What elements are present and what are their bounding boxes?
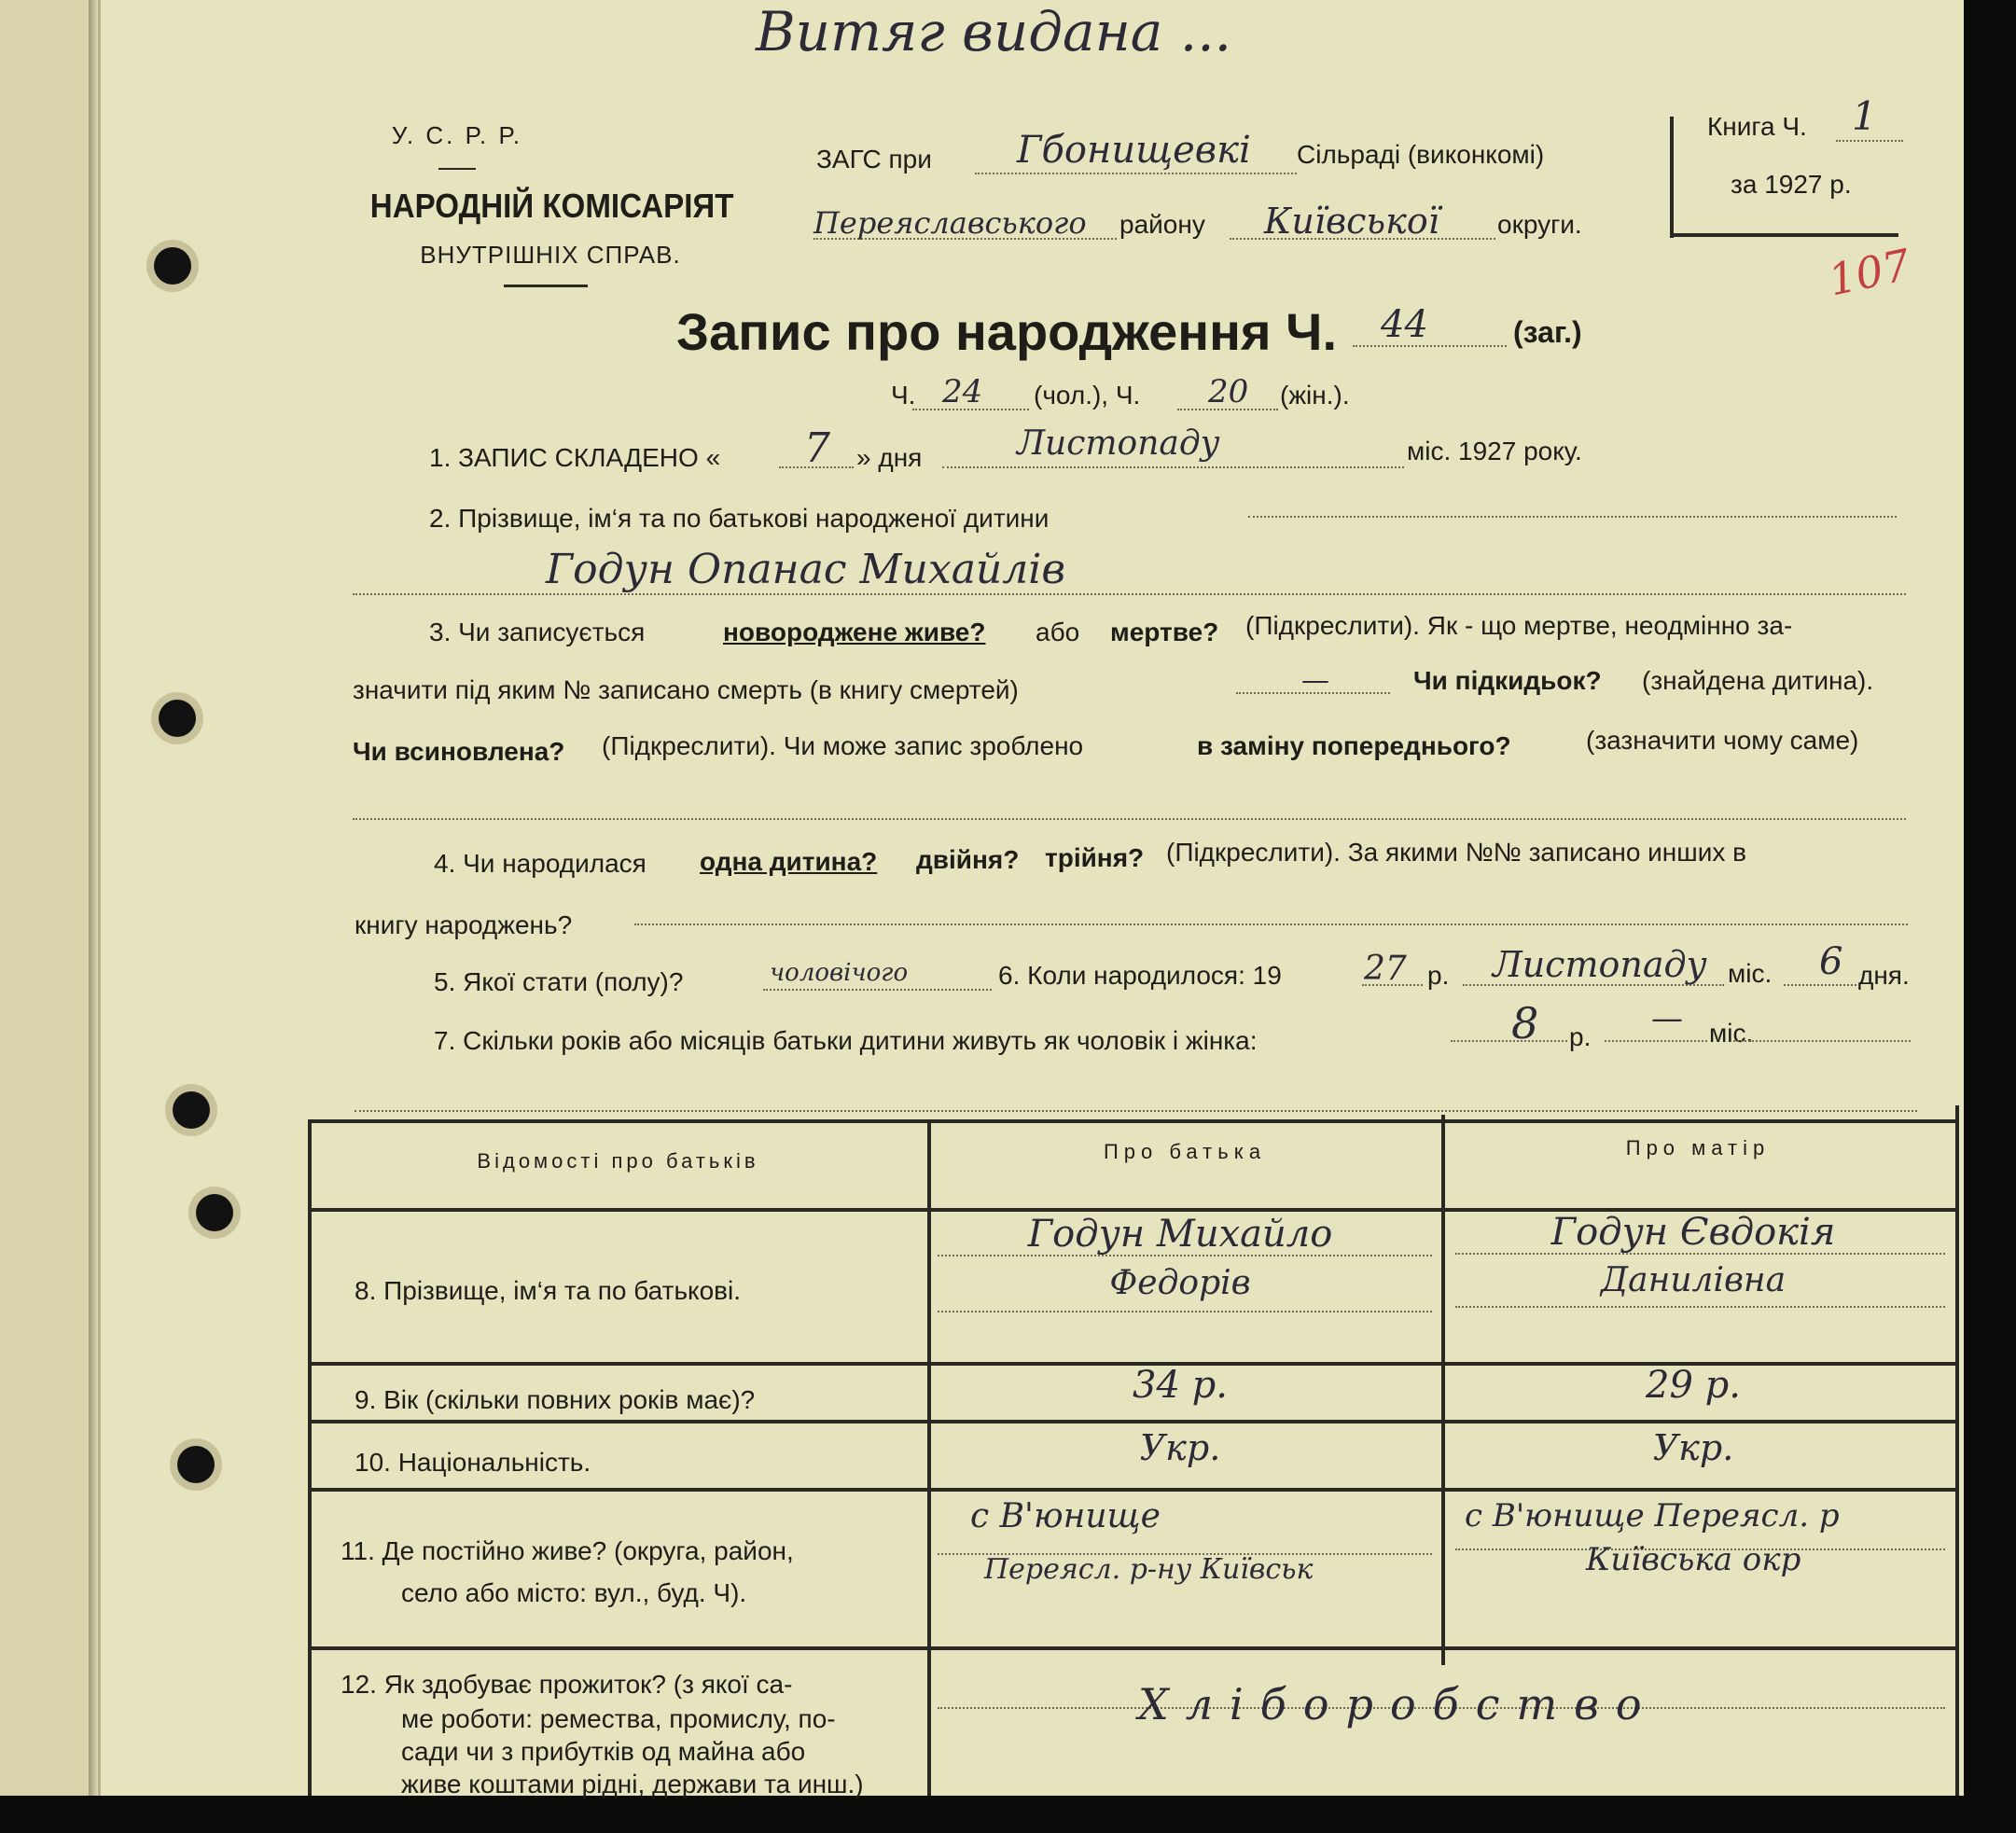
item3-text: (зазначити чому саме) <box>1586 726 1859 755</box>
table-header-mother: Про матір <box>1625 1136 1771 1160</box>
village-field-line <box>975 173 1297 174</box>
row11-mother-line1: с В'юнище Переясл. р <box>1465 1497 1840 1534</box>
item4-line <box>634 923 1908 925</box>
item2-name-line <box>353 593 1906 595</box>
item3-text: (знайдена дитина). <box>1642 666 1874 695</box>
item3-death-number: — <box>1301 664 1329 697</box>
cell-line <box>938 1311 1432 1312</box>
row12-label-line4: живе коштами рідні, держави та инш.) <box>401 1770 864 1798</box>
okrug-label: округи. <box>1497 210 1582 239</box>
record-title: Запис про народження Ч. <box>676 302 1338 361</box>
male-number: 24 <box>942 373 983 410</box>
item1-day: 7 <box>804 424 830 472</box>
record-number-line <box>1353 345 1507 347</box>
background-shadow <box>0 1796 2016 1833</box>
female-label: (жін.). <box>1280 381 1350 410</box>
item4-text: (Підкреслити). За якими №№ записано инших в <box>1166 838 1747 867</box>
item2-line <box>1248 516 1897 518</box>
item3-replace: в заміну попереднього? <box>1197 731 1511 760</box>
row8-mother-line1: Годун Євдокія <box>1550 1211 1836 1254</box>
row10-mother-nationality: Укр. <box>1652 1427 1734 1468</box>
okrug-name: Київської <box>1264 201 1439 242</box>
table-border-top <box>308 1119 1959 1123</box>
item2-label: 2. Прізвище, ім‘я та по батькові народженої дитини <box>429 504 1050 533</box>
item7-mis: міс. <box>1709 1019 1754 1048</box>
table-header-info: Відомості про батьків <box>477 1149 759 1173</box>
item7-label: 7. Скільки років або місяців батьки дитини живуть як чоловік і жінка: <box>434 1026 1258 1055</box>
item7-years: 8 <box>1511 998 1539 1048</box>
row9-mother-age: 29 р. <box>1646 1364 1741 1407</box>
item3-dead-option: мертве? <box>1110 618 1219 646</box>
table-row-divider <box>308 1646 1959 1650</box>
item6-year: 27 <box>1364 950 1407 988</box>
item5-sex: чоловічого <box>770 959 909 987</box>
item3-or: або <box>1036 618 1080 646</box>
row11-father-line1: с В'юнище <box>970 1497 1161 1535</box>
item3-reason-line <box>353 818 1906 820</box>
village-name: Гбонищевкі <box>1017 129 1251 172</box>
row11-father-line2: Переясл. р-ну Київськ <box>984 1553 1314 1586</box>
male-prefix: Ч. <box>891 381 916 410</box>
item4-twins: двійня? <box>916 845 1020 874</box>
male-label: (чол.), Ч. <box>1034 381 1141 410</box>
row8-mother-line2: Данилівна <box>1600 1261 1787 1299</box>
item3-adopted: Чи всиновлена? <box>353 737 565 766</box>
item3-foundling: Чи підкидьок? <box>1413 666 1602 695</box>
item7-extra-line <box>355 1110 1917 1112</box>
background-shadow <box>1964 0 2016 1833</box>
row9-label: 9. Вік (скільки повних років має)? <box>355 1385 756 1414</box>
divider <box>438 168 476 170</box>
row10-label: 10. Національність. <box>355 1448 591 1477</box>
item6-r: р. <box>1427 961 1450 990</box>
book-number-line <box>1836 140 1903 142</box>
row8-father-line2: Федорів <box>1109 1264 1251 1302</box>
record-total-label: (заг.) <box>1513 315 1582 349</box>
item6-label: 6. Коли народилося: 19 <box>998 961 1282 990</box>
item6-month: Листопаду <box>1493 944 1707 985</box>
item1-day-suffix: » дня <box>856 443 923 472</box>
row12-occupation: Хліборобство <box>1138 1679 1659 1729</box>
item1-label: 1. ЗАПИС СКЛАДЕНО « <box>429 443 721 472</box>
item3-text: 3. Чи записується <box>429 618 646 646</box>
item3-text: (Підкреслити). Чи може запис зроблено <box>602 731 1084 760</box>
table-row-divider <box>308 1488 1959 1492</box>
row8-father-line1: Годун Михайло <box>1027 1213 1333 1256</box>
table-border-left <box>308 1119 312 1796</box>
divider <box>504 285 588 287</box>
binding-hole <box>159 700 196 737</box>
item1-month-line <box>942 466 1404 468</box>
item5-line <box>763 989 992 991</box>
item7-r: р. <box>1569 1022 1592 1051</box>
commissariat-title: НАРОДНІЙ КОМІСАРІЯТ <box>369 187 734 225</box>
row9-father-age: 34 р. <box>1133 1364 1228 1407</box>
district-name: Переяславського <box>813 205 1087 241</box>
book-number: 1 <box>1852 93 1877 139</box>
top-handwritten-note: Витяг видана ... <box>756 0 1232 63</box>
item6-day: 6 <box>1819 940 1843 983</box>
table-column-divider <box>927 1119 931 1796</box>
binding-hole <box>173 1091 210 1129</box>
cell-line <box>1455 1306 1945 1308</box>
item6-dnya: дня. <box>1858 961 1910 990</box>
item4-text: 4. Чи народилася <box>434 849 647 878</box>
zags-at-label: ЗАГС при <box>816 145 932 174</box>
row12-label-line3: сади чи з прибутків од майна або <box>401 1737 806 1766</box>
binding-edge <box>0 0 101 1796</box>
item7-line <box>1733 1040 1911 1042</box>
page-fold <box>89 0 98 1796</box>
item7-months-line <box>1605 1040 1707 1042</box>
republic-label: У. С. Р. Р. <box>391 121 523 149</box>
council-label: Сільраді (виконкомі) <box>1297 140 1545 169</box>
item7-months: — <box>1651 1000 1683 1037</box>
item3-text: (Підкреслити). Як - що мертве, неодмінно за- <box>1245 611 1793 640</box>
page-number-annotation: 107 <box>1824 239 1915 306</box>
row8-label: 8. Прізвище, ім‘я та по батькові. <box>355 1276 742 1305</box>
table-header-father: Про батька <box>1103 1140 1267 1163</box>
district-label: району <box>1119 210 1205 239</box>
item3-text: значити під яким № записано смерть (в книгу смертей) <box>353 675 1019 704</box>
row12-label-line1: 12. Як здобуває прожиток? (з якої са- <box>341 1670 793 1699</box>
row12-label-line2: ме роботи: ремества, промислу, по- <box>401 1704 836 1733</box>
row10-father-nationality: Укр. <box>1139 1427 1221 1468</box>
item4-one-child: одна дитина? <box>700 847 878 876</box>
book-box-border <box>1670 233 1898 237</box>
item4-text: книгу народжень? <box>355 910 573 939</box>
row11-label-line2: село або місто: вул., буд. Ч). <box>401 1578 747 1607</box>
item3-alive-option: новороджене живе? <box>723 618 986 646</box>
item2-child-name: Годун Опанас Михайлів <box>546 546 1065 593</box>
binding-hole <box>196 1194 233 1231</box>
binding-hole <box>154 247 191 285</box>
table-column-divider <box>1441 1115 1445 1665</box>
row11-mother-line2: Київська окр <box>1586 1541 1801 1578</box>
table-row-divider <box>308 1420 1959 1423</box>
item7-years-line <box>1451 1040 1567 1042</box>
item6-day-line <box>1784 984 1856 986</box>
item1-year: міс. 1927 року. <box>1407 437 1582 465</box>
record-number: 44 <box>1381 303 1428 346</box>
item6-mis: міс. <box>1728 959 1773 988</box>
female-number: 20 <box>1208 373 1249 410</box>
item1-month: Листопаду <box>1017 424 1220 463</box>
internal-affairs-label: ВНУТРІШНІХ СПРАВ. <box>420 241 681 269</box>
book-box-border <box>1670 117 1674 238</box>
item5-label: 5. Якої стати (полу)? <box>434 967 684 996</box>
binding-hole <box>177 1446 215 1483</box>
book-number-label: Книга Ч. <box>1707 112 1807 141</box>
row11-label-line1: 11. Де постійно живе? (округа, район, <box>341 1536 794 1565</box>
item4-triplets: трійня? <box>1045 843 1145 872</box>
book-year: за 1927 р. <box>1731 170 1852 199</box>
